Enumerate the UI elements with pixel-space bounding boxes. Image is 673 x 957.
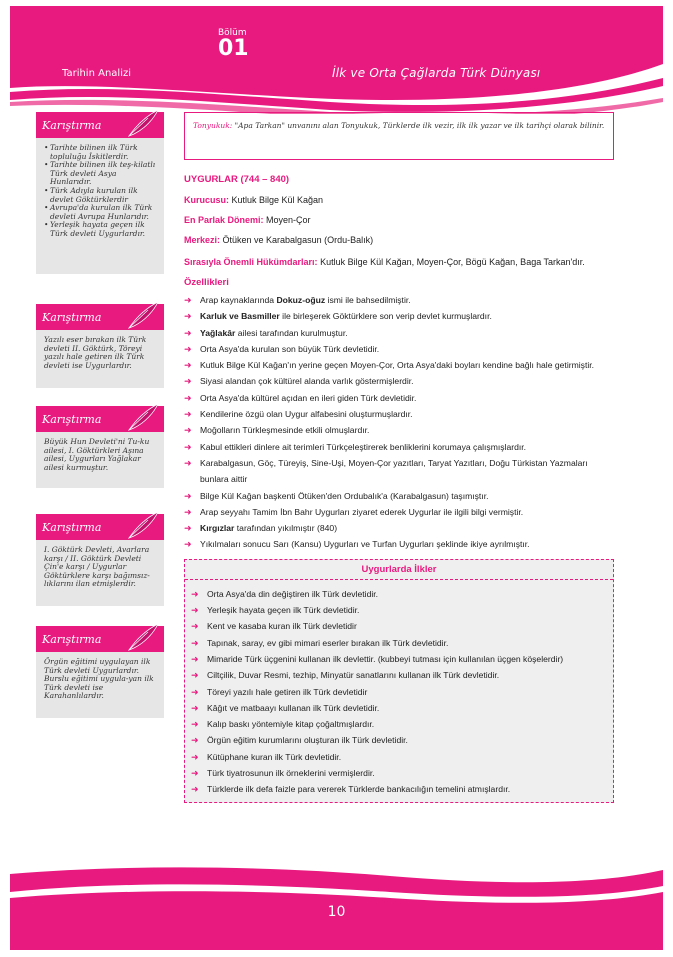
first-text: Kütüphane kuran ilk Türk devletidir.	[207, 751, 342, 762]
page-number: 10	[327, 904, 346, 920]
feature-text: Yıkılmaları sonucu Sarı (Kansu) Uygurları ve Turfan Uygurları şeklinde ikiye ayrılmıştır.	[200, 539, 530, 550]
first-text: Kâğıt ve matbaayı kullanan ilk Türk devletidir.	[207, 702, 380, 713]
feature-item	[184, 341, 614, 357]
arrow-icon: ➜	[184, 457, 192, 468]
rulers-value: Kutluk Bilge Kül Kağan, Moyen-Çor, Bögü Kağan, Baga Tarkan'dır.	[317, 257, 585, 267]
sidebar-tag-label: Karıştırma	[42, 413, 102, 426]
peak-line	[184, 215, 614, 225]
list-item: • Tarihte bilinen ilk teş-kilatlı Türk devleti Asya Hunlarıdır.	[44, 161, 158, 187]
chapter-word: Bölüm	[218, 28, 247, 38]
feature-item	[184, 292, 614, 308]
first-item	[185, 635, 613, 651]
first-item	[185, 618, 613, 634]
arrow-icon: ➜	[191, 605, 199, 616]
arrow-icon: ➜	[191, 686, 199, 697]
first-item	[185, 781, 613, 797]
sidebar-box-2	[36, 304, 164, 388]
sidebar-tag-label: Karıştırma	[42, 311, 102, 324]
arrow-icon: ➜	[191, 621, 199, 632]
feature-text: Kabul ettikleri dinlere ait terimleri Türkçeleştirerek benliklerini korumaya çalışmışlardır.	[200, 441, 527, 452]
feature-item	[184, 422, 614, 438]
first-text: Kalıp baskı yöntemiyle kitap çoğaltmışlardır.	[207, 719, 375, 730]
feature-item	[184, 439, 614, 455]
first-text: Yerleşik hayata geçen ilk Türk devletidir.	[207, 605, 360, 616]
arrow-icon: ➜	[191, 653, 199, 664]
rulers-line	[184, 253, 614, 271]
sidebar-text: Örgün eğitimi uygulayan ilk Türk devleti Uygurlardır. Burslu eğitimi uygula-yan ilk Türk devleti ise Karahanlılardır.	[44, 657, 154, 701]
arrow-icon: ➜	[184, 392, 192, 403]
sidebar-text: Büyük Hun Devleti'ni Tu-ku ailesi, I. Göktürkleri Aşına ailesi, Uygurları Yağlakar ailesi kurmuştur.	[44, 437, 150, 472]
section-title: UYGURLAR (744 – 840)	[184, 174, 290, 185]
page	[10, 6, 663, 950]
arrow-icon: ➜	[184, 343, 192, 354]
feather-icon	[126, 510, 160, 540]
rulers-label: Sırasıyla Önemli Hükümdarları:	[184, 257, 318, 267]
sidebar-box-5	[36, 626, 164, 718]
center-value: Ötüken ve Karabalgasun (Ordu-Balık)	[220, 235, 374, 245]
list-item: • Tarihte bilinen ilk Türk topluluğu İskitlerdir.	[44, 144, 158, 161]
sidebar-tag	[36, 626, 164, 652]
first-text: Töreyi yazılı hale getiren ilk Türk devletidir	[207, 686, 368, 697]
founder-value: Kutluk Bilge Kül Kağan	[229, 195, 324, 205]
first-text: Tapınak, saray, ev gibi mimari eserler bırakan ilk Türk devletidir.	[207, 637, 449, 648]
feature-item	[184, 536, 614, 552]
chapter-badge	[218, 28, 249, 60]
first-item	[185, 586, 613, 602]
founder-label: Kurucusu:	[184, 195, 229, 205]
feature-text: ile birleşerek Göktürklere son verip devlet kurmuşlardır.	[279, 311, 492, 322]
arrow-icon: ➜	[191, 735, 199, 746]
feature-item	[184, 455, 614, 488]
sidebar-tag	[36, 514, 164, 540]
features-list	[184, 292, 614, 553]
header-wave	[10, 6, 663, 114]
arrow-icon: ➜	[191, 784, 199, 795]
feature-bold: Kırgızlar	[200, 523, 235, 534]
feather-icon	[126, 622, 160, 652]
arrow-icon: ➜	[191, 637, 199, 648]
sidebar-tag	[36, 304, 164, 330]
sidebar-tag-label: Karıştırma	[42, 633, 102, 646]
feature-item	[184, 325, 614, 341]
sidebar-box-3	[36, 406, 164, 488]
feature-bold: Dokuz-oğuz	[276, 295, 326, 305]
feather-icon	[126, 300, 160, 330]
feature-bold: Yağlakâr	[200, 327, 236, 338]
founder-line	[184, 195, 614, 205]
first-text: Orta Asya'da din değiştiren ilk Türk devletidir.	[207, 588, 379, 599]
feature-text: Arap kaynaklarında	[200, 295, 277, 305]
feature-text: Bilge Kül Kağan başkenti Ötüken'den Ordubalık'a (Karabalgasun) taşımıştır.	[200, 490, 489, 501]
feature-text: Kutluk Bilge Kül Kağan'ın yerine geçen Moyen-Çor, Orta Asya'daki boyları kendine bağlı hale getirmiştir.	[200, 360, 595, 371]
feature-text: tarafından yıkılmıştır (840)	[234, 523, 338, 534]
feature-text: Moğolların Türkleşmesinde etkili olmuşlardır.	[200, 425, 370, 436]
first-item	[185, 602, 613, 618]
peak-value: Moyen-Çor	[263, 215, 311, 225]
feature-item	[184, 308, 614, 324]
arrow-icon: ➜	[184, 311, 192, 322]
arrow-icon: ➜	[191, 702, 199, 713]
peak-label: En Parlak Dönemi:	[184, 215, 264, 225]
arrow-icon: ➜	[184, 506, 192, 517]
quote-name: Tonyukuk:	[193, 121, 233, 130]
arrow-icon: ➜	[191, 588, 199, 599]
arrow-icon: ➜	[191, 768, 199, 779]
first-item	[185, 732, 613, 748]
feature-text: Karabalgasun, Göç, Türeyiş, Sine-Uşi, Moyen-Çor yazıtları, Taryat Yazıtları, Doğu Türkistan Yazmaları bunlara aittir	[200, 457, 588, 485]
center-line	[184, 235, 614, 245]
feature-text: Arap seyyahı Tamim İbn Bahr Uygurları ziyaret ederek Uygurlar ile ilgili bilgi vermiştir.	[200, 506, 524, 517]
arrow-icon: ➜	[184, 523, 192, 534]
arrow-icon: ➜	[184, 539, 192, 550]
first-text: Mimaride Türk üçgenini kullanan ilk devlettir. (kubbeyi tutması için kullanılan üçgen köşelerdir)	[207, 653, 564, 664]
sidebar-box-1	[36, 112, 164, 274]
arrow-icon: ➜	[184, 295, 192, 305]
feature-item	[184, 488, 614, 504]
firsts-title: Uygurlarda İlkler	[185, 560, 613, 580]
features-title: Özellikleri	[184, 277, 229, 288]
list-item: • Yerleşik hayata geçen ilk Türk devleti Uygurlardır.	[44, 221, 158, 238]
arrow-icon: ➜	[184, 376, 192, 387]
chapter-title: İlk ve Orta Çağlarda Türk Dünyası	[332, 66, 541, 80]
first-item	[185, 651, 613, 667]
feature-text: ismi ile bahsedilmiştir.	[325, 295, 411, 305]
first-item	[185, 749, 613, 765]
list-item: • Avrupa'da kurulan ilk Türk devleti Avrupa Hunlarıdır.	[44, 204, 158, 221]
feature-bold: Karluk ve Basmiller	[200, 311, 280, 322]
list-item: • Türk Adıyla kurulan ilk devlet Göktürklerdir	[44, 187, 158, 204]
page-header	[10, 6, 663, 114]
sidebar-text: Yazılı eser bırakan ilk Türk devleti II. Göktürk, Töreyi yazılı hale getiren ilk Türk devleti ise Uygurlardır.	[44, 335, 147, 370]
feature-item	[184, 520, 614, 536]
feature-text: Siyasi alandan çok kültürel alanda varlık göstermişlerdir.	[200, 376, 414, 387]
quote-box	[184, 112, 614, 160]
feature-text: ailesi tarafından kurulmuştur.	[235, 327, 348, 338]
first-text: Türklerde ilk defa faizle para vererek Türklerde bankacılığın temelini atmışlardır.	[207, 784, 511, 795]
feather-icon	[126, 402, 160, 432]
firsts-box	[184, 559, 614, 803]
arrow-icon: ➜	[191, 670, 199, 681]
feature-text: Kendilerine özgü olan Uygur alfabesini oluşturmuşlardır.	[200, 409, 413, 420]
feature-item	[184, 390, 614, 406]
feature-item	[184, 406, 614, 422]
feature-item	[184, 373, 614, 389]
arrow-icon: ➜	[191, 751, 199, 762]
feature-item	[184, 504, 614, 520]
arrow-icon: ➜	[191, 719, 199, 730]
sidebar-list	[44, 144, 158, 239]
sidebar-box-4	[36, 514, 164, 606]
first-item	[185, 684, 613, 700]
center-label: Merkezi:	[184, 235, 221, 245]
firsts-list	[185, 586, 613, 798]
first-text: Türk tiyatrosunun ilk örneklerini vermişlerdir.	[207, 768, 375, 779]
page-footer	[10, 862, 663, 950]
sidebar-tag	[36, 406, 164, 432]
arrow-icon: ➜	[184, 327, 192, 338]
first-item	[185, 667, 613, 683]
feature-item	[184, 357, 614, 373]
chapter-number: 01	[218, 36, 249, 61]
sidebar-tag	[36, 112, 164, 138]
first-text: Örgün eğitim kurumlarını oluşturan ilk Türk devletidir.	[207, 735, 408, 746]
arrow-icon: ➜	[184, 425, 192, 436]
first-text: Ciltçilik, Duvar Resmi, tezhip, Minyatür sanatlarını kullanan ilk Türk devletidir.	[207, 670, 500, 681]
arrow-icon: ➜	[184, 490, 192, 501]
series-label: Tarihin Analizi	[62, 68, 131, 79]
sidebar-tag-label: Karıştırma	[42, 521, 102, 534]
feather-icon	[126, 108, 160, 138]
arrow-icon: ➜	[184, 360, 192, 371]
first-item	[185, 716, 613, 732]
arrow-icon: ➜	[184, 441, 192, 452]
feature-text: Orta Asya'da kurulan son büyük Türk devletidir.	[200, 343, 380, 354]
main-content	[184, 112, 614, 803]
arrow-icon: ➜	[184, 409, 192, 420]
sidebar-text: I. Göktürk Devleti, Avarlara karşı / II. Göktürk Devleti Çin'e karşı / Uygurlar Göktürklere karşı bağımsız-lıklarını ilan etmişlerdir.	[44, 545, 150, 589]
sidebar-tag-label: Karıştırma	[42, 119, 102, 132]
quote-text: "Apa Tarkan" unvanını alan Tonyukuk, Türklerde ilk vezir, ilk ilk yazar ve ilk tarihçi olarak bilinir.	[232, 121, 605, 130]
feature-text: Orta Asya'da kültürel açıdan en ileri giden Türk devletidir.	[200, 392, 417, 403]
first-item	[185, 765, 613, 781]
first-item	[185, 700, 613, 716]
first-text: Kent ve kasaba kuran ilk Türk devletidir	[207, 621, 357, 632]
